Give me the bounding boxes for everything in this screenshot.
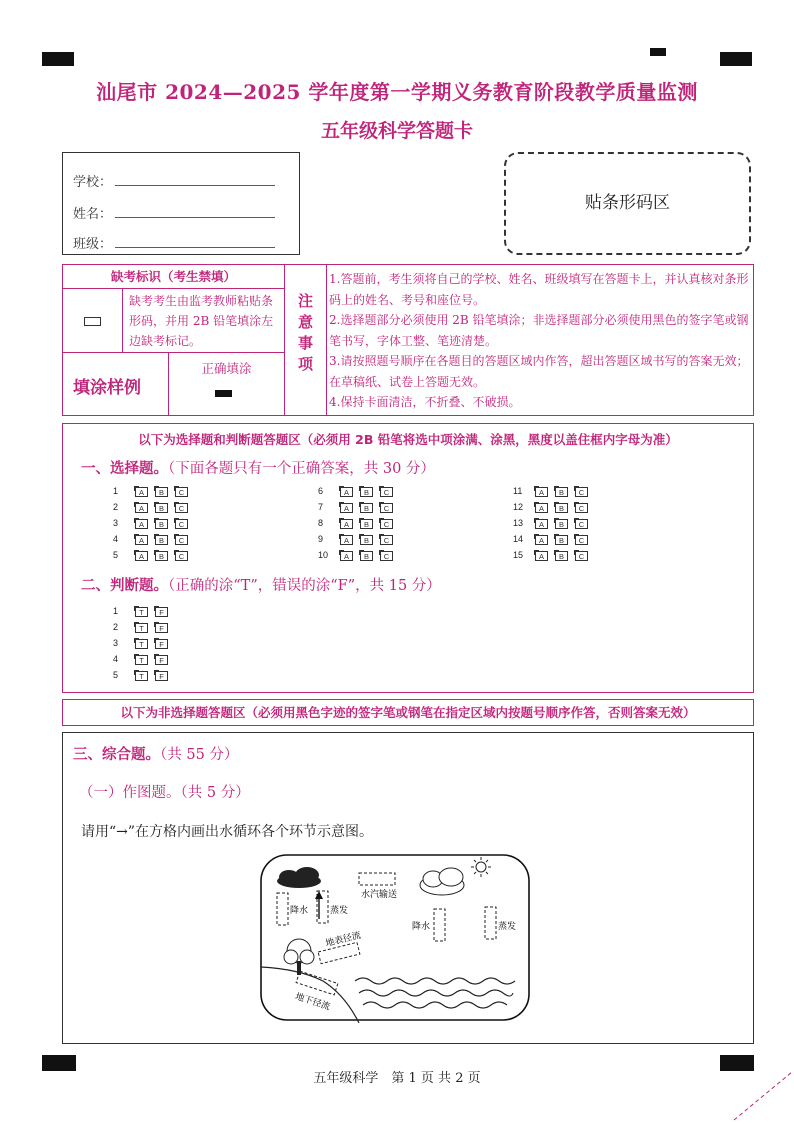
choice-option-bubble[interactable]: B [155, 503, 168, 513]
sun-icon [471, 857, 491, 877]
absent-title: 缺考标识（考生禁填） [110, 269, 236, 284]
choice-option-bubble[interactable]: C [175, 551, 188, 561]
choice-question-row [113, 534, 233, 548]
choice-option-bubble[interactable]: A [340, 519, 353, 529]
choice-option-bubble[interactable]: A [535, 503, 548, 513]
choice-option-bubble[interactable]: B [555, 519, 568, 529]
question-number: 4 [113, 534, 119, 544]
choice-option-bubble[interactable]: A [340, 551, 353, 561]
absent-mark-box[interactable] [84, 317, 101, 326]
choice-section-title: 一、选择题。（下面各题只有一个正确答案，共 30 分） [81, 460, 435, 477]
choice-option-bubble[interactable]: A [340, 503, 353, 513]
class-field[interactable] [115, 247, 275, 248]
absent-instruction: 缺考考生由监考教师粘贴条形码，并用 2B 铅笔填涂左边缺考标记。 [129, 294, 274, 348]
rain-label-2: 降水 [412, 922, 431, 932]
choice-question-row [318, 486, 438, 500]
question-number: 4 [113, 654, 119, 664]
objective-answer-area [62, 423, 754, 693]
question-number: 5 [113, 550, 119, 560]
question-number: 14 [513, 534, 524, 544]
choice-question-row [113, 486, 233, 500]
choice-option-bubble[interactable]: C [380, 535, 393, 545]
judge-question-row [113, 638, 193, 652]
alignment-mark [42, 52, 74, 66]
choice-option-bubble[interactable]: A [340, 535, 353, 545]
drawing-instruction: 请用“→”在方格内画出水循环各个环节示意图。 [81, 824, 374, 840]
choice-question-row [318, 534, 438, 548]
comprehensive-section [62, 732, 754, 1044]
choice-option-bubble[interactable]: C [175, 487, 188, 497]
choice-option-bubble[interactable]: A [340, 487, 353, 497]
choice-option-bubble[interactable]: B [555, 503, 568, 513]
barcode-area: 贴条形码区 [504, 152, 751, 255]
choice-option-bubble[interactable]: B [555, 535, 568, 545]
class-label: 班级： [73, 237, 113, 252]
school-label: 学校： [73, 175, 113, 190]
choice-option-bubble[interactable]: C [175, 535, 188, 545]
choice-question-row [113, 502, 233, 516]
choice-option-bubble[interactable]: B [155, 519, 168, 529]
question-number: 11 [513, 486, 523, 496]
choice-option-bubble[interactable]: A [535, 535, 548, 545]
question-number: 1 [113, 486, 119, 496]
notice-item-3: 3.请按照题号顺序在各题目的答题区域内作答，超出答题区域书写的答案无效；在草稿纸、试卷上答题无效。 [329, 354, 749, 389]
choice-option-bubble[interactable]: B [360, 535, 373, 545]
judge-option-bubble[interactable]: T [135, 639, 148, 649]
choice-option-bubble[interactable]: C [575, 535, 588, 545]
choice-question-row [113, 518, 233, 532]
choice-question-row [318, 518, 438, 532]
section3-subtitle: （一）作图题。（共 5 分） [79, 785, 250, 801]
judge-option-bubble[interactable]: F [155, 623, 168, 633]
objective-header: 以下为选择题和判断题答题区（必须用 2B 铅笔将选中项涂满、涂黑，黑度以盖住框内字母为准） [138, 432, 678, 447]
choice-question-row [513, 550, 633, 564]
choice-option-bubble[interactable]: A [535, 487, 548, 497]
judge-option-bubble[interactable]: F [155, 655, 168, 665]
choice-question-row [513, 502, 633, 516]
choice-option-bubble[interactable]: C [380, 503, 393, 513]
question-number: 3 [113, 638, 119, 648]
choice-option-bubble[interactable]: A [135, 535, 148, 545]
filled-sample [215, 390, 232, 397]
choice-option-bubble[interactable]: B [155, 535, 168, 545]
choice-option-bubble[interactable]: A [535, 519, 548, 529]
name-field[interactable] [115, 217, 275, 218]
judge-option-bubble[interactable]: F [155, 607, 168, 617]
section3-title: 三、综合题。（共 55 分） [73, 746, 239, 763]
choice-option-bubble[interactable]: C [175, 503, 188, 513]
choice-option-bubble[interactable]: C [575, 551, 588, 561]
question-number: 5 [113, 670, 119, 680]
judge-question-row [113, 670, 193, 684]
evap-label-1: 蒸发 [330, 906, 349, 916]
choice-question-row [318, 550, 438, 564]
question-number: 2 [113, 622, 119, 632]
choice-option-bubble[interactable]: B [155, 487, 168, 497]
choice-question-row [113, 550, 233, 564]
choice-option-bubble[interactable]: C [575, 487, 588, 497]
page-footer: 五年级科学 第 1 页 共 2 页 [313, 1071, 481, 1086]
subjective-header-box [62, 699, 754, 726]
name-label: 姓名： [73, 207, 113, 222]
choice-option-bubble[interactable]: B [360, 487, 373, 497]
judge-section-title: 二、判断题。（正确的涂“T”，错误的涂“F”，共 15 分） [81, 577, 441, 594]
subjective-header: 以下为非选择题答题区（必须用黑色字迹的签字笔或钢笔在指定区域内按题号顺序作答，否则答案无效） [120, 705, 696, 720]
water-cycle-diagram [259, 853, 539, 1023]
judge-option-bubble[interactable]: T [135, 655, 148, 665]
choice-option-bubble[interactable]: B [555, 487, 568, 497]
judge-option-bubble[interactable]: T [135, 671, 148, 681]
page-subtitle: 五年级科学答题卡 [320, 120, 473, 142]
question-number: 3 [113, 518, 119, 528]
choice-option-bubble[interactable]: A [135, 551, 148, 561]
rain-label-1: 降水 [290, 906, 309, 916]
judge-option-bubble[interactable]: T [135, 623, 148, 633]
page-title: 汕尾市 2024—2025 学年度第一学期义务教育阶段教学质量监测 [96, 80, 698, 104]
question-number: 8 [318, 518, 324, 528]
choice-question-row [513, 518, 633, 532]
judge-question-row [113, 654, 193, 668]
judge-option-bubble[interactable]: T [135, 607, 148, 617]
choice-option-bubble[interactable]: C [575, 519, 588, 529]
choice-option-bubble[interactable]: B [360, 503, 373, 513]
choice-option-bubble[interactable]: B [155, 551, 168, 561]
student-info-box [62, 152, 300, 255]
choice-question-row [513, 486, 633, 500]
question-number: 2 [113, 502, 119, 512]
choice-option-bubble[interactable]: C [175, 519, 188, 529]
judge-option-bubble[interactable]: F [155, 671, 168, 681]
question-number: 13 [513, 518, 524, 528]
question-number: 12 [513, 502, 524, 512]
choice-option-bubble[interactable]: C [380, 551, 393, 561]
choice-option-bubble[interactable]: A [135, 487, 148, 497]
notice-block [62, 264, 754, 416]
underground-runoff-label: 地下径流 [293, 991, 332, 1013]
surface-runoff-label: 地表径流 [324, 930, 363, 950]
question-number: 6 [318, 486, 324, 496]
notice-title: 注意事项 [297, 292, 313, 373]
notice-item-2: 2.选择题部分必须使用 2B 铅笔填涂；非选择题部分必须使用黑色的签字笔或钢笔书写，字体工整、笔迹清楚。 [329, 313, 749, 348]
choice-question-row [318, 502, 438, 516]
question-number: 15 [513, 550, 524, 560]
choice-question-row [513, 534, 633, 548]
choice-option-bubble[interactable]: A [135, 519, 148, 529]
choice-option-bubble[interactable]: C [575, 503, 588, 513]
evap-label-2: 蒸发 [498, 922, 517, 932]
choice-option-bubble[interactable]: A [535, 551, 548, 561]
judge-question-row [113, 622, 193, 636]
judge-option-bubble[interactable]: F [155, 639, 168, 649]
school-field[interactable] [115, 185, 275, 186]
question-number: 9 [318, 534, 324, 544]
alignment-mark [720, 52, 752, 66]
notice-item-4: 4.保持卡面清洁，不折叠、不破损。 [329, 395, 521, 409]
sample-label: 填涂样例 [73, 378, 141, 398]
question-number: 7 [318, 502, 324, 512]
judge-question-row [113, 606, 193, 620]
vapor-label: 水汽输送 [361, 890, 398, 900]
question-number: 10 [318, 550, 329, 560]
choice-option-bubble[interactable]: B [555, 551, 568, 561]
notice-item-1: 1.答题前，考生须将自己的学校、姓名、班级填写在答题卡上，并认真核对条形码上的姓名、考号和座位号。 [329, 272, 749, 307]
choice-option-bubble[interactable]: A [135, 503, 148, 513]
choice-option-bubble[interactable]: C [380, 519, 393, 529]
choice-option-bubble[interactable]: B [360, 551, 373, 561]
choice-option-bubble[interactable]: B [360, 519, 373, 529]
question-number: 1 [113, 606, 119, 616]
correct-fill-label: 正确填涂 [201, 361, 252, 376]
alignment-mark [650, 48, 666, 56]
choice-option-bubble[interactable]: C [380, 487, 393, 497]
